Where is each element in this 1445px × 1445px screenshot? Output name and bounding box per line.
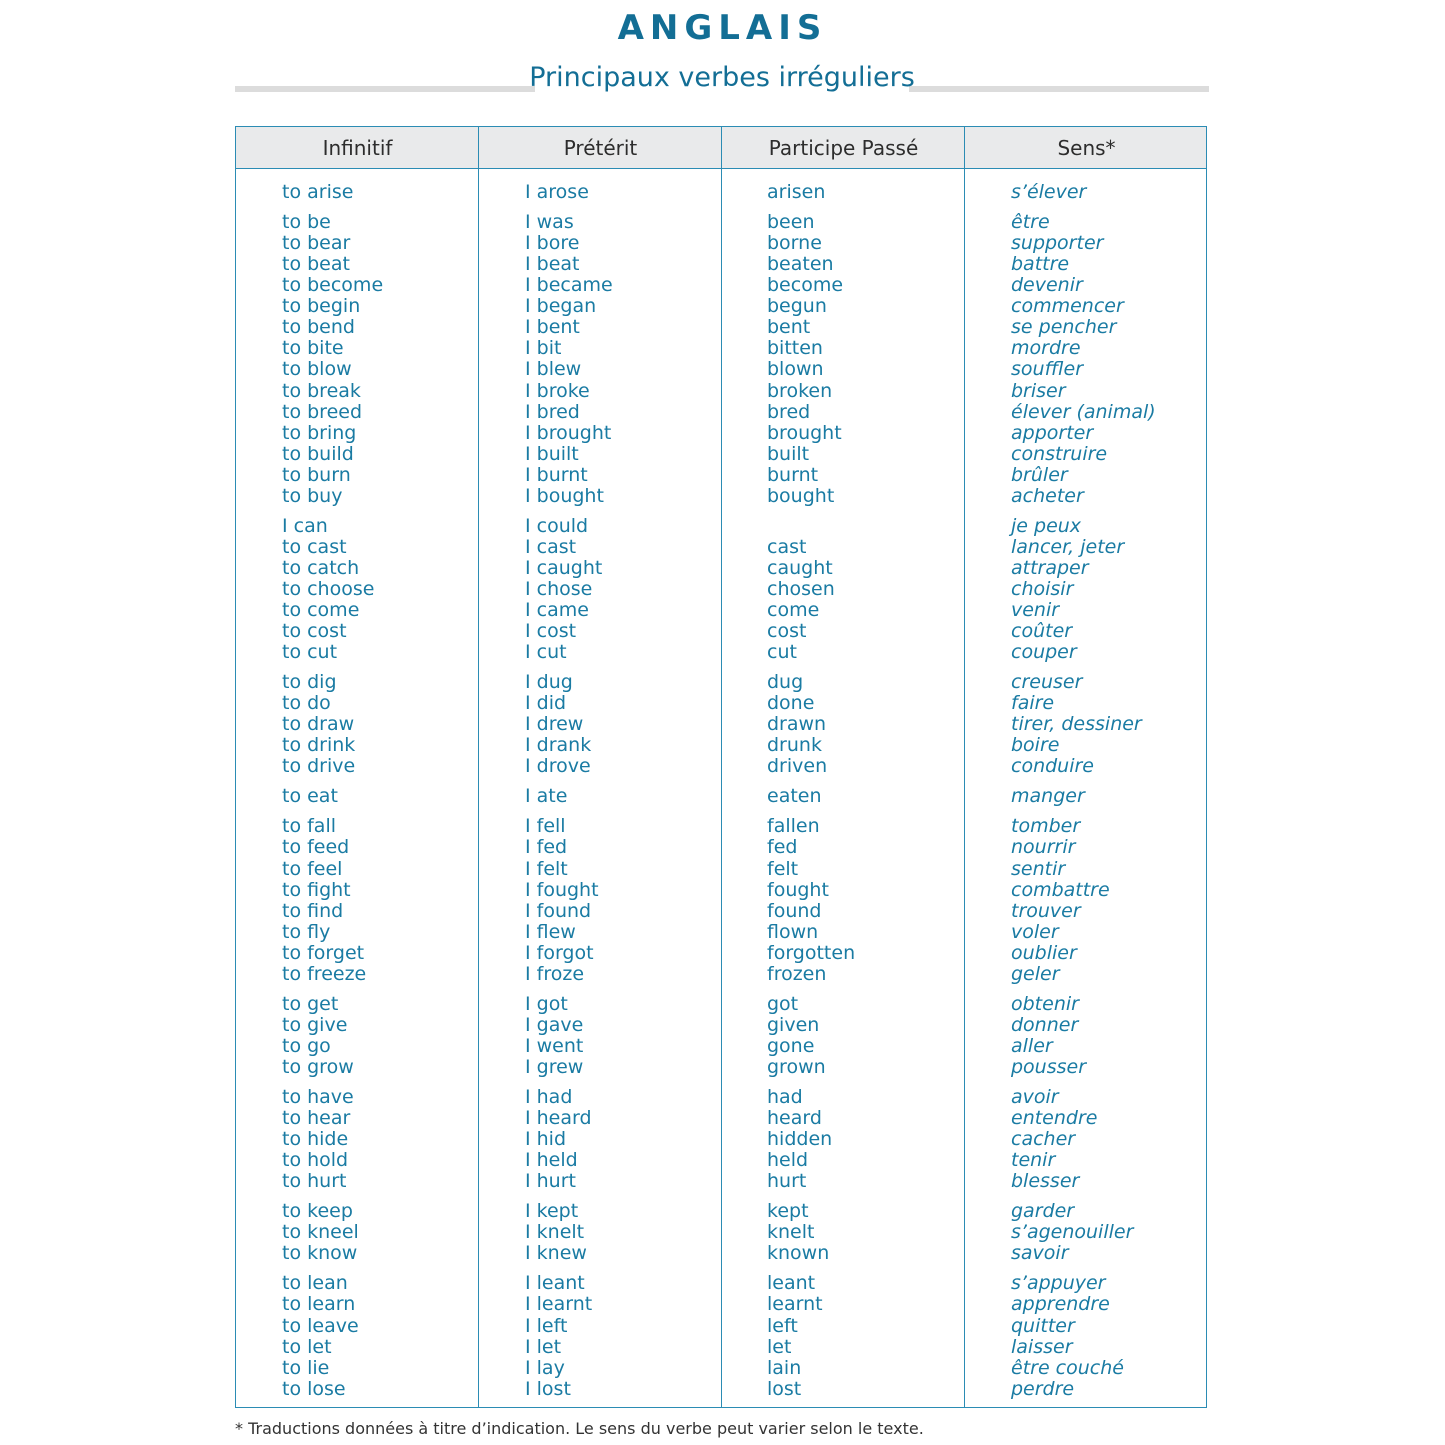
infinitif-cell: to bend — [282, 316, 355, 339]
participe-cell: frozen — [767, 962, 827, 985]
preterit-cell: I burnt — [525, 463, 588, 486]
header-sens: Sens* — [1057, 136, 1116, 160]
participe-cell: hidden — [767, 1128, 833, 1151]
sens-cell: s’appuyer — [1011, 1272, 1106, 1295]
preterit-cell: I knew — [525, 1242, 587, 1265]
sens-cell: choisir — [1011, 577, 1074, 600]
sens-cell: garder — [1011, 1200, 1075, 1223]
sens-cell: cacher — [1011, 1128, 1076, 1151]
sens-cell: attraper — [1011, 556, 1089, 579]
sens-cell: entendre — [1011, 1107, 1098, 1129]
participe-cell: fallen — [767, 815, 820, 838]
sens-cell: oublier — [1011, 941, 1077, 964]
preterit-cell: I was — [525, 211, 574, 233]
sens-cell: quitter — [1011, 1314, 1075, 1337]
preterit-cell: I found — [525, 899, 592, 922]
preterit-cell: I went — [525, 1034, 584, 1057]
infinitif-cell: to get — [282, 992, 339, 1015]
infinitif-cell: to keep — [282, 1200, 353, 1223]
sens-cell: supporter — [1011, 232, 1104, 255]
sens-cell: coûter — [1011, 620, 1073, 642]
infinitif-cell: to arise — [282, 181, 354, 203]
infinitif-cell: to breed — [282, 400, 363, 423]
preterit-cell: I lost — [525, 1377, 571, 1400]
sens-cell: venir — [1011, 599, 1060, 621]
infinitif-cell: to drink — [282, 734, 356, 757]
sens-cell: pousser — [1011, 1055, 1087, 1078]
sens-cell: construire — [1011, 442, 1108, 465]
participe-cell: bred — [767, 400, 811, 423]
preterit-cell: I arose — [525, 181, 589, 203]
participe-cell: bitten — [767, 337, 823, 360]
sens-cell: mordre — [1011, 337, 1081, 360]
participe-cell: blown — [767, 358, 824, 381]
page-subtitle: Principaux verbes irréguliers — [529, 62, 915, 93]
preterit-cell: I kept — [525, 1200, 579, 1223]
page-title: ANGLAIS — [617, 8, 828, 48]
sens-cell: avoir — [1011, 1086, 1059, 1108]
infinitif-cell: to leave — [282, 1314, 359, 1337]
preterit-cell: I knelt — [525, 1221, 585, 1244]
participe-cell: chosen — [767, 577, 835, 600]
preterit-cell: I hurt — [525, 1170, 576, 1193]
participe-cell: bent — [767, 316, 811, 339]
preterit-cell: I bit — [525, 337, 562, 360]
preterit-cell: I drove — [525, 755, 591, 778]
infinitif-cell: to lie — [282, 1356, 330, 1379]
header-preterit: Prétérit — [563, 136, 638, 160]
preterit-cell: I grew — [525, 1055, 584, 1078]
infinitif-cell: to fall — [282, 815, 337, 838]
infinitif-cell: to do — [282, 692, 331, 715]
sens-cell: donner — [1011, 1013, 1079, 1036]
sens-cell: savoir — [1011, 1242, 1069, 1265]
preterit-cell: I ate — [525, 785, 568, 808]
infinitif-cell: to find — [282, 899, 344, 922]
participe-cell: cost — [767, 620, 807, 642]
preterit-cell: I cut — [525, 641, 567, 664]
infinitif-cell: to let — [282, 1335, 332, 1358]
sens-cell: tomber — [1011, 815, 1081, 838]
preterit-cell: I left — [525, 1314, 568, 1337]
sens-cell: couper — [1011, 641, 1077, 664]
participe-cell: arisen — [767, 181, 826, 203]
sens-cell: battre — [1011, 253, 1070, 276]
participe-cell: eaten — [767, 785, 822, 808]
participe-cell: hurt — [767, 1170, 807, 1193]
sens-cell: tenir — [1011, 1149, 1056, 1172]
participe-cell: broken — [767, 379, 833, 402]
participe-cell: leant — [767, 1272, 816, 1295]
participe-cell: heard — [767, 1107, 822, 1129]
sens-cell: trouver — [1011, 899, 1081, 922]
preterit-cell: I did — [525, 692, 567, 715]
preterit-cell: I got — [525, 992, 568, 1015]
infinitif-cell: to become — [282, 274, 384, 297]
infinitif-cell: to be — [282, 211, 331, 233]
participe-cell: fought — [767, 878, 829, 901]
sens-cell: s’élever — [1011, 181, 1087, 203]
footnote: * Traductions données à titre d’indication. Le sens du verbe peut varier selon le texte. — [235, 1419, 924, 1438]
subtitle-row — [235, 62, 1209, 102]
infinitif-cell: to break — [282, 379, 361, 402]
participe-cell: bought — [767, 484, 835, 507]
sens-cell: apporter — [1011, 421, 1094, 444]
infinitif-cell: to learn — [282, 1293, 356, 1316]
preterit-cell: I caught — [525, 556, 603, 579]
sens-cell: manger — [1011, 785, 1085, 808]
infinitif-cell: to build — [282, 442, 354, 465]
participe-cell: had — [767, 1086, 803, 1108]
participe-cell: given — [767, 1013, 820, 1036]
header-participe-passe: Participe Passé — [768, 136, 919, 160]
preterit-cell: I let — [525, 1335, 562, 1358]
sens-cell: apprendre — [1011, 1293, 1110, 1316]
participe-cell: learnt — [767, 1293, 823, 1316]
participe-cell: kept — [767, 1200, 809, 1223]
sens-cell: creuser — [1011, 671, 1083, 694]
sens-cell: devenir — [1011, 274, 1083, 297]
participe-cell: cut — [767, 641, 797, 664]
sens-cell: tirer, dessiner — [1011, 713, 1142, 736]
preterit-cell: I leant — [525, 1272, 585, 1295]
preterit-cell: I bought — [525, 484, 604, 507]
sens-cell: perdre — [1011, 1377, 1075, 1400]
preterit-cell: I bore — [525, 232, 580, 255]
participe-cell: begun — [767, 295, 827, 318]
preterit-cell: I felt — [525, 857, 568, 880]
participe-cell: fed — [767, 836, 798, 859]
participe-cell: forgotten — [767, 941, 856, 964]
infinitif-cell: to hold — [282, 1149, 349, 1172]
infinitif-cell: to lose — [282, 1377, 346, 1400]
sens-cell: faire — [1011, 692, 1055, 715]
header-infinitif: Infinitif — [322, 136, 393, 160]
participe-cell: cast — [767, 535, 807, 558]
participe-cell: flown — [767, 920, 819, 943]
participe-cell: held — [767, 1149, 809, 1172]
participe-cell: dug — [767, 671, 804, 694]
infinitif-cell: to feel — [282, 857, 343, 880]
preterit-cell: I fed — [525, 836, 568, 859]
preterit-cell: I drank — [525, 734, 592, 757]
participe-cell: come — [767, 599, 820, 621]
infinitif-cell: to catch — [282, 556, 360, 579]
preterit-cell: I hid — [525, 1128, 567, 1151]
sens-cell: sentir — [1011, 857, 1066, 880]
infinitif-cell: to have — [282, 1086, 354, 1108]
infinitif-cell: to bear — [282, 232, 351, 255]
sens-cell: obtenir — [1011, 992, 1079, 1015]
infinitif-cell: to feed — [282, 836, 350, 859]
infinitif-cell: to drive — [282, 755, 356, 778]
preterit-cell: I learnt — [525, 1293, 593, 1316]
sens-cell: voler — [1011, 920, 1059, 943]
infinitif-cell: to fight — [282, 878, 351, 901]
preterit-cell: I had — [525, 1086, 573, 1108]
column-divider — [964, 127, 965, 1407]
infinitif-cell: to bite — [282, 337, 344, 360]
participe-cell: drawn — [767, 713, 827, 736]
infinitif-cell: to bring — [282, 421, 357, 444]
infinitif-cell: I can — [282, 514, 328, 537]
sens-cell: brûler — [1011, 463, 1068, 486]
participe-cell: driven — [767, 755, 828, 778]
sens-cell: briser — [1011, 379, 1066, 402]
participe-cell: grown — [767, 1055, 826, 1078]
preterit-cell: I cost — [525, 620, 577, 642]
participe-cell: borne — [767, 232, 822, 255]
sens-cell: je peux — [1011, 514, 1082, 537]
infinitif-cell: to begin — [282, 295, 361, 318]
preterit-cell: I broke — [525, 379, 590, 402]
infinitif-cell: to come — [282, 599, 360, 621]
preterit-cell: I bent — [525, 316, 580, 339]
sens-cell: boire — [1011, 734, 1060, 757]
preterit-cell: I flew — [525, 920, 576, 943]
infinitif-cell: to kneel — [282, 1221, 359, 1244]
infinitif-cell: to fly — [282, 920, 331, 943]
participe-cell: known — [767, 1242, 830, 1265]
participe-cell: become — [767, 274, 844, 297]
infinitif-cell: to cost — [282, 620, 347, 642]
preterit-cell: I fought — [525, 878, 599, 901]
participe-cell: done — [767, 692, 815, 715]
participe-cell: lost — [767, 1377, 802, 1400]
participe-cell: let — [767, 1335, 792, 1358]
preterit-cell: I blew — [525, 358, 582, 381]
participe-cell: brought — [767, 421, 842, 444]
infinitif-cell: to lean — [282, 1272, 348, 1295]
sens-cell: conduire — [1011, 755, 1094, 778]
infinitif-cell: to freeze — [282, 962, 367, 985]
infinitif-cell: to forget — [282, 941, 365, 964]
column-divider — [478, 127, 479, 1407]
preterit-cell: I became — [525, 274, 613, 297]
sens-cell: blesser — [1011, 1170, 1080, 1193]
participe-cell: burnt — [767, 463, 819, 486]
sens-cell: lancer, jeter — [1011, 535, 1125, 558]
sens-cell: commencer — [1011, 295, 1124, 318]
preterit-cell: I chose — [525, 577, 593, 600]
infinitif-cell: to cut — [282, 641, 338, 664]
preterit-cell: I cast — [525, 535, 577, 558]
infinitif-cell: to dig — [282, 671, 337, 694]
infinitif-cell: to cast — [282, 535, 347, 558]
preterit-cell: I froze — [525, 962, 585, 985]
sens-cell: élever (animal) — [1011, 400, 1156, 423]
participe-cell: built — [767, 442, 810, 465]
sens-cell: se pencher — [1011, 316, 1117, 339]
infinitif-cell: to blow — [282, 358, 352, 381]
infinitif-cell: to eat — [282, 785, 338, 808]
preterit-cell: I dug — [525, 671, 573, 694]
column-divider — [721, 127, 722, 1407]
participe-cell: beaten — [767, 253, 834, 276]
preterit-cell: I bred — [525, 400, 580, 423]
infinitif-cell: to buy — [282, 484, 343, 507]
sens-cell: aller — [1011, 1034, 1053, 1057]
infinitif-cell: to hide — [282, 1128, 349, 1151]
preterit-cell: I built — [525, 442, 579, 465]
infinitif-cell: to give — [282, 1013, 348, 1036]
preterit-cell: I heard — [525, 1107, 592, 1129]
preterit-cell: I brought — [525, 421, 612, 444]
preterit-cell: I held — [525, 1149, 578, 1172]
participe-cell: knelt — [767, 1221, 815, 1244]
preterit-cell: I gave — [525, 1013, 584, 1036]
preterit-cell: I began — [525, 295, 597, 318]
preterit-cell: I lay — [525, 1356, 565, 1379]
infinitif-cell: to go — [282, 1034, 331, 1057]
sens-cell: être — [1011, 211, 1050, 233]
sens-cell: être couché — [1011, 1356, 1124, 1379]
infinitif-cell: to hurt — [282, 1170, 347, 1193]
sens-cell: laisser — [1011, 1335, 1073, 1358]
infinitif-cell: to know — [282, 1242, 358, 1265]
infinitif-cell: to draw — [282, 713, 355, 736]
participe-cell: gone — [767, 1034, 815, 1057]
preterit-cell: I could — [525, 514, 589, 537]
sens-cell: s’agenouiller — [1011, 1221, 1134, 1244]
participe-cell: left — [767, 1314, 798, 1337]
participe-cell: drunk — [767, 734, 822, 757]
sens-cell: acheter — [1011, 484, 1084, 507]
preterit-cell: I came — [525, 599, 589, 621]
participe-cell: been — [767, 211, 815, 233]
participe-cell: found — [767, 899, 822, 922]
participe-cell: lain — [767, 1356, 802, 1379]
preterit-cell: I drew — [525, 713, 584, 736]
participe-cell: got — [767, 992, 799, 1015]
verb-table — [235, 126, 1207, 1408]
infinitif-cell: to beat — [282, 253, 350, 276]
sens-cell: souffler — [1011, 358, 1084, 381]
sens-cell: geler — [1011, 962, 1060, 985]
infinitif-cell: to grow — [282, 1055, 354, 1078]
participe-cell: caught — [767, 556, 833, 579]
infinitif-cell: to choose — [282, 577, 375, 600]
sens-cell: nourrir — [1011, 836, 1076, 859]
participe-cell: felt — [767, 857, 799, 880]
preterit-cell: I fell — [525, 815, 566, 838]
infinitif-cell: to hear — [282, 1107, 351, 1129]
preterit-cell: I beat — [525, 253, 580, 276]
preterit-cell: I forgot — [525, 941, 594, 964]
infinitif-cell: to burn — [282, 463, 351, 486]
sens-cell: combattre — [1011, 878, 1110, 901]
